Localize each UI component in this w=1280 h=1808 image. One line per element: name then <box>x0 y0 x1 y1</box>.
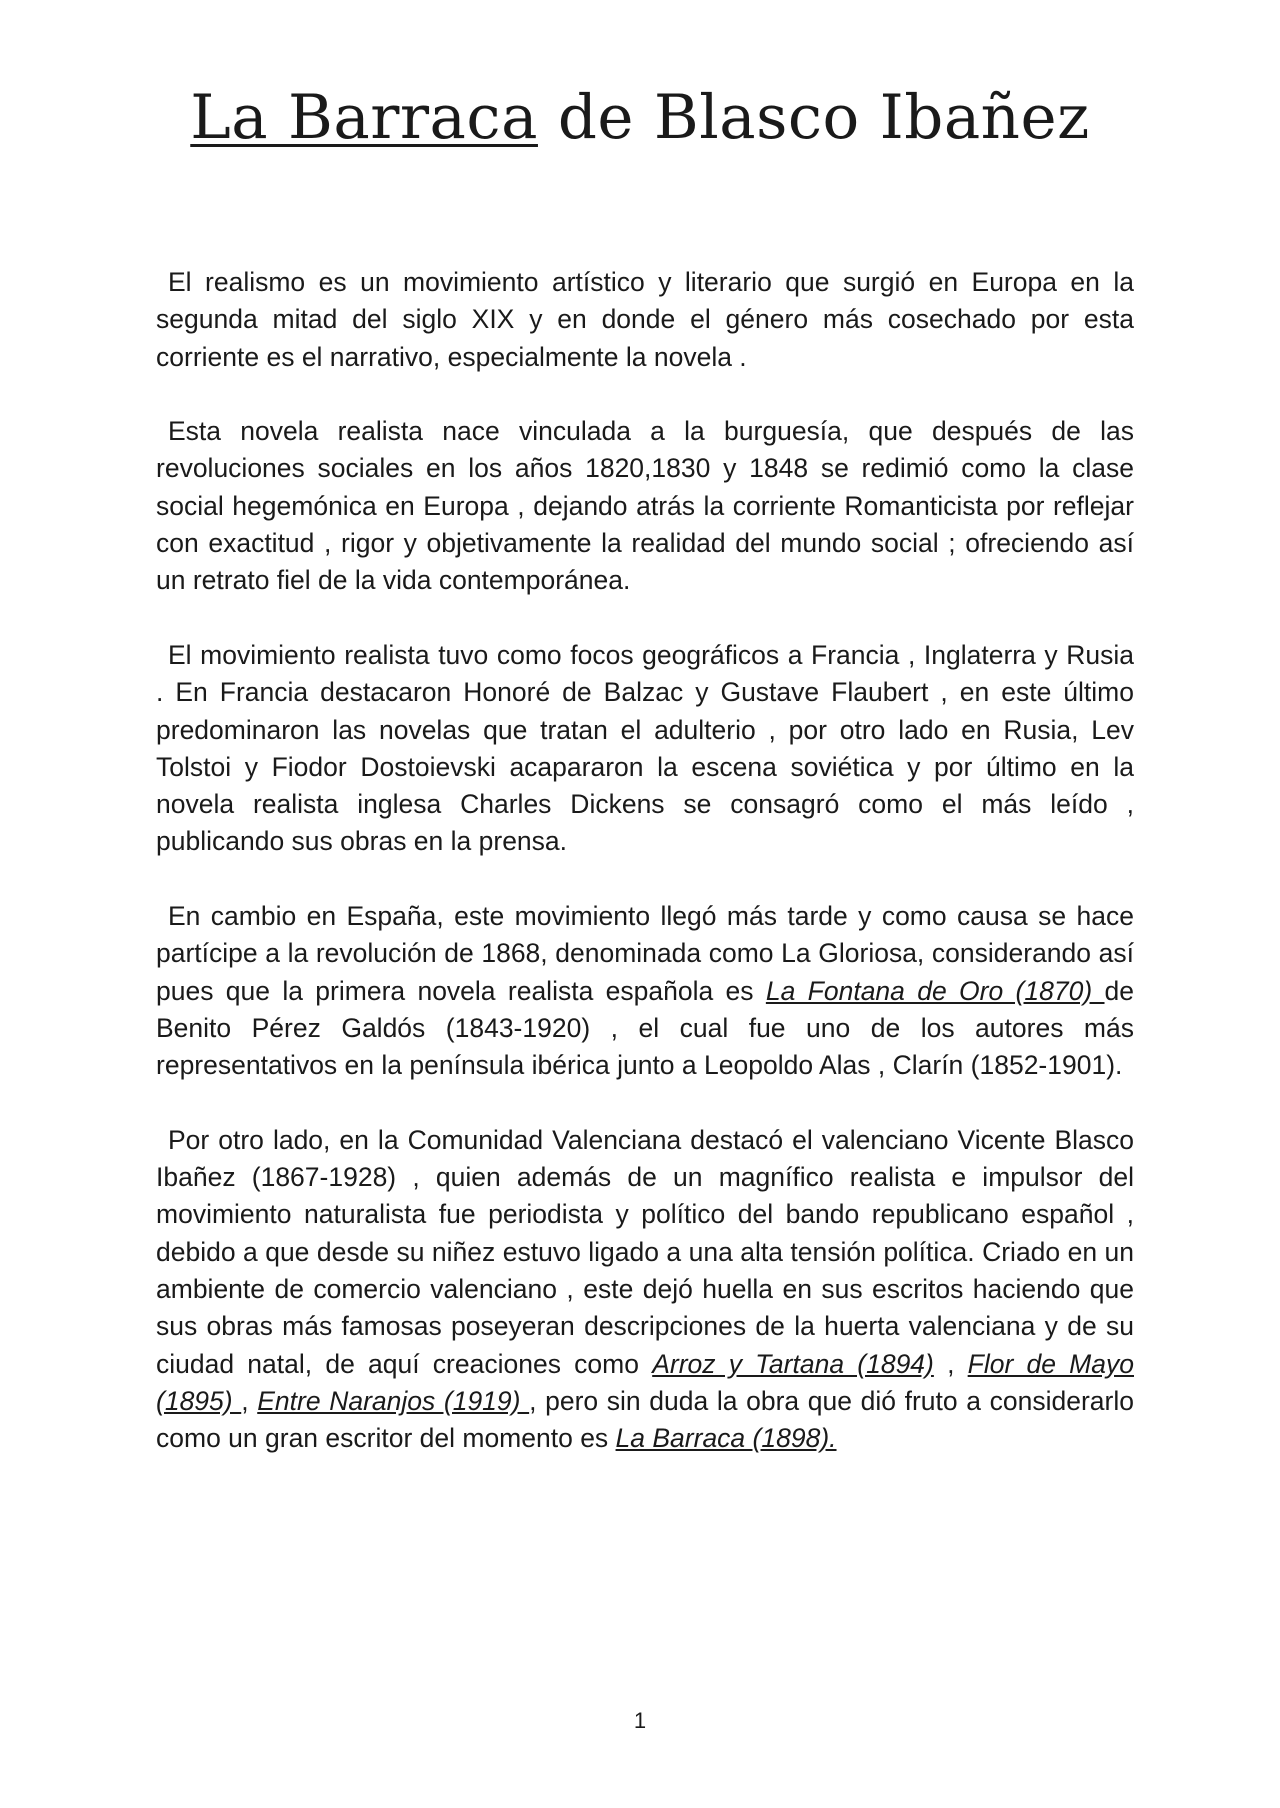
separator-2: , <box>241 1385 258 1416</box>
work-link-entre-naranjos: Entre Naranjos (1919) <box>257 1385 530 1416</box>
title-rest: de Blasco Ibañez <box>537 82 1090 153</box>
paragraph-5 <box>156 1122 1134 1458</box>
work-link-la-barraca: La Barraca (1898). <box>615 1423 837 1454</box>
paragraph-4 <box>156 898 1134 1084</box>
paragraph-2 <box>156 413 1134 599</box>
paragraph-3-text: El movimiento realista tuvo como focos geográficos a Francia , Inglaterra y Rusia . En Francia destacaron Honoré de Balzac y Gustave Flaubert , en este último predominaron las novelas que tratan el adulterio , por otro lado en Rusia, Lev Tolstoi y Fiodor Dostoievski acapararon la escena soviética y por último en la novela realista inglesa Charles Dickens se consagró como el más leído , publicando sus obras en la prensa. <box>156 639 1134 857</box>
paragraph-5-text-before: Por otro lado, en la Comunidad Valenciana destacó el valenciano Vicente Blasco Ibañez (1867-1928) , quien además de un magnífico realista e impulsor del movimiento naturalista fue periodista y político del bando republicano español , debido a que desde su niñez estuvo ligado a una alta tensión política. Criado en un ambiente de comercio valenciano , este dejó huella en sus escritos haciendo que sus obras más famosas poseyeran descripciones de la huerta valenciana y de su ciudad natal, de aquí creaciones como <box>156 1124 1134 1379</box>
work-link-la-fontana-de-oro: La Fontana de Oro (1870) <box>765 975 1105 1006</box>
paragraph-2-text: Esta novela realista nace vinculada a la burguesía, que después de las revoluciones sociales en los años 1820,1830 y 1848 se redimió como la clase social hegemónica en Europa , dejando atrás la corriente Romanticista por reflejar con exactitud , rigor y objetivamente la realidad del mundo social ; ofreciendo así un retrato fiel de la vida contemporánea. <box>156 416 1134 596</box>
document-body <box>156 264 1134 1458</box>
document-title <box>0 78 1280 158</box>
paragraph-4-text-before: En cambio en España, este movimiento llegó más tarde y como causa se hace partícipe a la revolución de 1868, denominada como La Gloriosa, considerando así pues que la primera novela realista española es <box>156 901 1134 1006</box>
page-number: 1 <box>633 1708 647 1733</box>
work-link-flor-de-mayo: Flor de Mayo (1895) <box>156 1348 1134 1416</box>
work-link-arroz-y-tartana: Arroz y Tartana (1894) <box>652 1348 934 1379</box>
paragraph-1-text: El realismo es un movimiento artístico y literario que surgió en Europa en la segunda mitad del siglo XIX y en donde el género más cosechado por esta corriente es el narrativo, especialmente la novela . <box>156 267 1134 372</box>
paragraph-3 <box>156 637 1134 861</box>
paragraph-4-text-after: de Benito Pérez Galdós (1843-1920) , el cual fue uno de los autores más representativos en la península ibérica junto a Leopoldo Alas , Clarín (1852-1901). <box>156 975 1134 1081</box>
paragraph-1 <box>156 264 1134 376</box>
title-underlined-work: La Barraca <box>190 82 538 153</box>
paragraph-5-text-mid: , pero sin duda la obra que dió fruto a considerarlo como un gran escritor del momento es <box>156 1385 1134 1454</box>
separator-1: , <box>933 1348 968 1379</box>
